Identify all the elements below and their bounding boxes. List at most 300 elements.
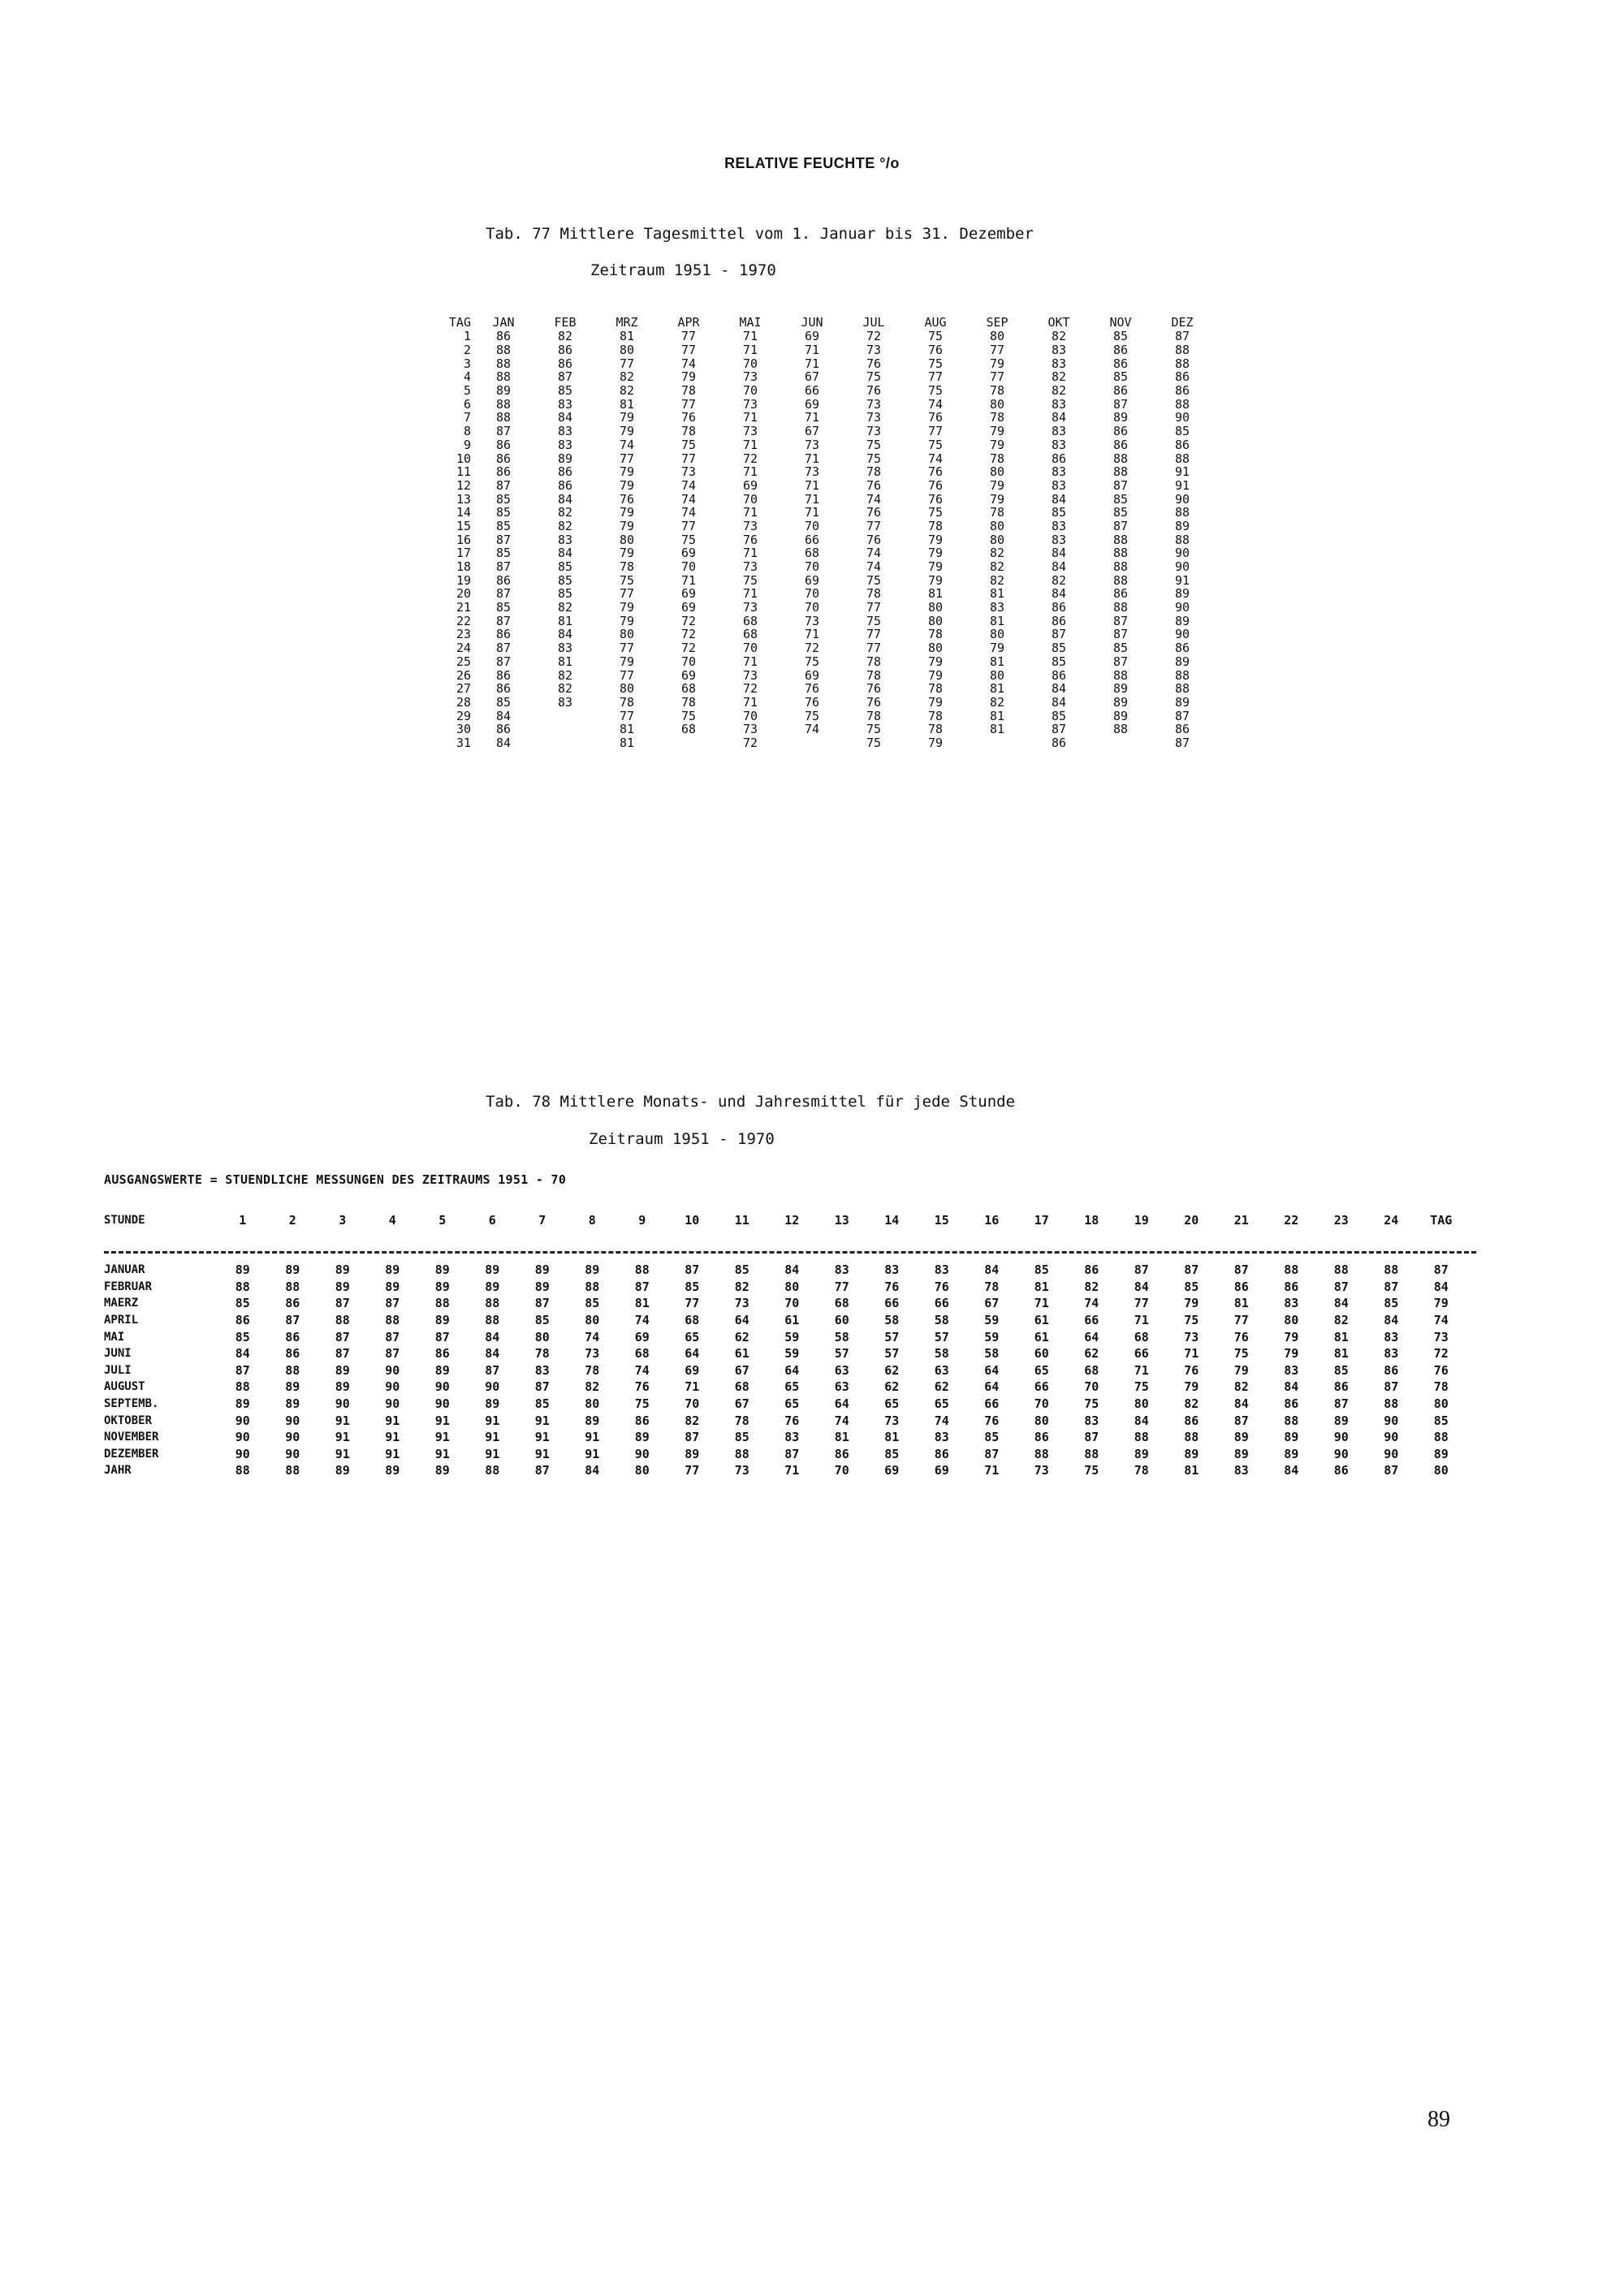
table77-value-cell: 69 bbox=[680, 586, 697, 602]
table77-value-cell: 70 bbox=[742, 356, 758, 371]
table77-value-cell: 80 bbox=[619, 532, 635, 547]
table77-value-cell: 86 bbox=[495, 681, 512, 697]
table77-value-cell: 75 bbox=[866, 369, 882, 385]
table77-header-cell: JUN bbox=[801, 315, 823, 330]
table77-value-cell: 88 bbox=[1174, 396, 1190, 412]
table77-value-cell: 86 bbox=[1112, 383, 1129, 399]
table78-value-cell: 80 bbox=[1284, 1313, 1299, 1328]
table-row bbox=[422, 546, 1213, 560]
table78-header-cell: 20 bbox=[1184, 1213, 1199, 1228]
table77-value-cell: 80 bbox=[619, 343, 635, 358]
table77-value-cell: 86 bbox=[1112, 343, 1129, 358]
table77-value-cell: 89 bbox=[1174, 518, 1190, 533]
table77-value-cell: 71 bbox=[742, 694, 758, 710]
table77-value-cell: 75 bbox=[927, 329, 944, 344]
table78-value-cell: 81 bbox=[1184, 1463, 1199, 1478]
table77-value-cell: 72 bbox=[680, 613, 697, 628]
table77-value-cell: 73 bbox=[742, 667, 758, 683]
table78-value-cell: 84 bbox=[1233, 1396, 1249, 1412]
table-row bbox=[422, 506, 1213, 520]
table77-value-cell: 89 bbox=[1112, 681, 1129, 697]
table78-value-cell: 84 bbox=[585, 1463, 600, 1478]
table78-value-cell: 77 bbox=[1233, 1313, 1249, 1328]
table77-value-cell: 83 bbox=[1051, 532, 1067, 547]
table78-value-cell: 57 bbox=[834, 1346, 849, 1362]
table78-value-cell: 80 bbox=[585, 1396, 600, 1412]
table77-value-cell: 84 bbox=[1051, 694, 1067, 710]
table78-value-cell: 88 bbox=[285, 1362, 300, 1378]
table77-value-cell: 82 bbox=[989, 572, 1005, 588]
table77-value-cell bbox=[781, 736, 843, 750]
table78-value-cell: 78 bbox=[984, 1279, 1000, 1294]
table78-value-cell: 87 bbox=[335, 1329, 350, 1344]
table78-value-cell: 88 bbox=[235, 1279, 250, 1294]
table78-value-cell: 73 bbox=[1034, 1463, 1049, 1478]
table78-value-cell: 77 bbox=[834, 1279, 849, 1294]
table78-value-cell: 89 bbox=[534, 1262, 550, 1278]
table78-value-cell: 70 bbox=[834, 1463, 849, 1478]
table78-value-cell: 79 bbox=[1184, 1296, 1199, 1311]
table77-value-cell: 68 bbox=[680, 681, 697, 697]
table77-value-cell: 80 bbox=[989, 532, 1005, 547]
table78-value-cell: 88 bbox=[1384, 1396, 1399, 1412]
table77-value-cell: 72 bbox=[742, 451, 758, 466]
table77-value-cell: 75 bbox=[680, 708, 697, 723]
table78-value-cell: 68 bbox=[1084, 1362, 1099, 1378]
table77-value-cell: 68 bbox=[680, 722, 697, 737]
table78-period: Zeitraum 1951 - 1970 bbox=[589, 1130, 775, 1148]
table77-value-cell: 85 bbox=[495, 694, 512, 710]
table78-month-cell: FEBRUAR bbox=[104, 1280, 153, 1293]
table77-value-cell: 86 bbox=[495, 329, 512, 344]
table77-value-cell: 90 bbox=[1174, 546, 1190, 561]
table77-value-cell: 73 bbox=[866, 343, 882, 358]
table78-value-cell: 82 bbox=[1084, 1279, 1099, 1294]
table77-value-cell: 89 bbox=[1174, 654, 1190, 669]
table77-value-cell: 85 bbox=[1174, 424, 1190, 439]
table78-value-cell: 91 bbox=[434, 1413, 450, 1428]
table77-value-cell: 73 bbox=[866, 410, 882, 425]
table78-value-cell: 85 bbox=[685, 1279, 700, 1294]
table77-header-cell: OKT bbox=[1047, 315, 1070, 330]
table-row bbox=[422, 709, 1213, 723]
table78-value-cell: 89 bbox=[485, 1279, 500, 1294]
table78-value-cell: 88 bbox=[734, 1446, 749, 1461]
table77-value-cell: 88 bbox=[1112, 600, 1129, 615]
table78-value-cell: 82 bbox=[1333, 1313, 1349, 1328]
table77-header-cell: SEP bbox=[986, 315, 1009, 330]
table77-value-cell: 79 bbox=[989, 477, 1005, 493]
table77-value-cell: 79 bbox=[619, 654, 635, 669]
table78-value-cell: 80 bbox=[585, 1313, 600, 1328]
table78-value-cell: 88 bbox=[1433, 1430, 1449, 1445]
table77-value-cell: 86 bbox=[1112, 586, 1129, 602]
table77-value-cell: 79 bbox=[927, 694, 944, 710]
table78-value-cell: 85 bbox=[984, 1430, 1000, 1445]
table78-value-cell: 87 bbox=[634, 1279, 650, 1294]
table78-value-cell: 90 bbox=[485, 1379, 500, 1395]
table77-value-cell: 77 bbox=[866, 600, 882, 615]
table78-value-cell: 86 bbox=[1184, 1413, 1199, 1428]
table77-value-cell: 86 bbox=[1112, 424, 1129, 439]
table78-value-cell: 88 bbox=[1284, 1262, 1299, 1278]
table77-day-cell: 19 bbox=[456, 572, 471, 588]
table78-value-cell: 64 bbox=[984, 1379, 1000, 1395]
table78-value-cell: 91 bbox=[534, 1446, 550, 1461]
table77-value-cell: 71 bbox=[742, 505, 758, 520]
table78-value-cell: 84 bbox=[485, 1346, 500, 1362]
table78-value-cell: 90 bbox=[1333, 1430, 1349, 1445]
table78-value-cell: 61 bbox=[784, 1313, 800, 1328]
table77-value-cell: 88 bbox=[1174, 505, 1190, 520]
table77-value-cell: 81 bbox=[989, 708, 1005, 723]
table78-value-cell: 64 bbox=[984, 1362, 1000, 1378]
table77-day-cell: 29 bbox=[456, 708, 471, 723]
table77-value-cell: 81 bbox=[619, 329, 635, 344]
table78-value-cell: 88 bbox=[585, 1279, 600, 1294]
table-row bbox=[422, 520, 1213, 533]
table-row bbox=[104, 1262, 1466, 1279]
table78-value-cell: 89 bbox=[585, 1262, 600, 1278]
table78-value-cell: 89 bbox=[1134, 1446, 1149, 1461]
table77-day-cell: 22 bbox=[456, 613, 471, 628]
table78-spacer-cell bbox=[104, 1234, 1466, 1262]
table78-value-cell: 83 bbox=[1284, 1296, 1299, 1311]
table78-value-cell: 89 bbox=[235, 1262, 250, 1278]
table78-value-cell: 91 bbox=[585, 1430, 600, 1445]
table77-day-cell: 8 bbox=[463, 424, 471, 439]
table77-header-cell: AUG bbox=[924, 315, 947, 330]
table77-value-cell: 77 bbox=[619, 356, 635, 371]
table78-value-cell: 59 bbox=[784, 1329, 800, 1344]
table78-value-cell: 90 bbox=[285, 1446, 300, 1461]
table78-value-cell: 64 bbox=[685, 1346, 700, 1362]
table77-value-cell: 86 bbox=[495, 667, 512, 683]
table77-value-cell: 75 bbox=[866, 735, 882, 750]
table77-value-cell: 79 bbox=[927, 735, 944, 750]
table78-value-cell: 78 bbox=[1134, 1463, 1149, 1478]
table78-value-cell: 87 bbox=[1333, 1396, 1349, 1412]
table77-value-cell: 78 bbox=[866, 586, 882, 602]
table77-value-cell: 80 bbox=[989, 464, 1005, 480]
table-row bbox=[422, 465, 1213, 479]
table78-header-cell: 19 bbox=[1134, 1213, 1149, 1228]
table78-month-cell: JAHR bbox=[104, 1464, 132, 1478]
table78-value-cell: 69 bbox=[634, 1329, 650, 1344]
table78-value-cell: 88 bbox=[285, 1463, 300, 1478]
table77-value-cell: 76 bbox=[927, 343, 944, 358]
table78-value-cell: 90 bbox=[634, 1446, 650, 1461]
table77-value-cell: 79 bbox=[989, 641, 1005, 656]
table78-value-cell: 69 bbox=[884, 1463, 900, 1478]
table77-header-cell: DEZ bbox=[1171, 315, 1194, 330]
table-row bbox=[104, 1446, 1466, 1463]
table78-value-cell: 85 bbox=[734, 1262, 749, 1278]
table78-value-cell: 91 bbox=[534, 1430, 550, 1445]
table77-value-cell: 75 bbox=[866, 451, 882, 466]
table77-value-cell: 79 bbox=[989, 356, 1005, 371]
table77-value-cell: 88 bbox=[1112, 667, 1129, 683]
table77-value-cell: 86 bbox=[495, 451, 512, 466]
table77-value-cell: 75 bbox=[619, 572, 635, 588]
table78-value-cell: 65 bbox=[685, 1329, 700, 1344]
table78-value-cell: 58 bbox=[934, 1346, 949, 1362]
table-row bbox=[422, 560, 1213, 574]
table78-value-cell: 65 bbox=[934, 1396, 949, 1412]
table78-value-cell: 84 bbox=[984, 1262, 1000, 1278]
table78-value-cell: 60 bbox=[1034, 1346, 1049, 1362]
table77-value-cell: 85 bbox=[1112, 505, 1129, 520]
table78-value-cell: 88 bbox=[1034, 1446, 1049, 1461]
table77-value-cell: 84 bbox=[557, 410, 573, 425]
table78-value-cell: 81 bbox=[1333, 1329, 1349, 1344]
table77-value-cell: 77 bbox=[989, 343, 1005, 358]
table78-value-cell: 89 bbox=[634, 1430, 650, 1445]
table78-value-cell: 83 bbox=[534, 1362, 550, 1378]
table78-value-cell: 89 bbox=[1184, 1446, 1199, 1461]
table78-value-cell: 65 bbox=[884, 1396, 900, 1412]
table78-value-cell: 70 bbox=[784, 1296, 800, 1311]
table78-header-cell: 16 bbox=[984, 1213, 1000, 1228]
table77-value-cell: 74 bbox=[866, 546, 882, 561]
table77-value-cell: 83 bbox=[1051, 343, 1067, 358]
table78-value-cell: 91 bbox=[585, 1446, 600, 1461]
table78-value-cell: 90 bbox=[285, 1430, 300, 1445]
table78-value-cell: 89 bbox=[285, 1262, 300, 1278]
table77-value-cell: 85 bbox=[1112, 329, 1129, 344]
table78-value-cell: 81 bbox=[884, 1430, 900, 1445]
table77-value-cell: 73 bbox=[742, 396, 758, 412]
table78-value-cell: 76 bbox=[1233, 1329, 1249, 1344]
table78-value-cell: 88 bbox=[385, 1313, 400, 1328]
table78-month-cell: SEPTEMB. bbox=[104, 1397, 159, 1411]
table77-value-cell: 85 bbox=[557, 572, 573, 588]
table78-value-cell: 87 bbox=[534, 1379, 550, 1395]
table77-period: Zeitraum 1951 - 1970 bbox=[590, 261, 776, 279]
table77-value-cell: 83 bbox=[1051, 477, 1067, 493]
table77-value-cell: 75 bbox=[804, 708, 820, 723]
table78-value-cell: 91 bbox=[534, 1413, 550, 1428]
table77-value-cell: 80 bbox=[927, 641, 944, 656]
table78-value-cell: 60 bbox=[834, 1313, 849, 1328]
table77-value-cell: 86 bbox=[557, 343, 573, 358]
table77-header-cell: JUL bbox=[862, 315, 885, 330]
table78-value-cell: 64 bbox=[1084, 1329, 1099, 1344]
table77-value-cell: 88 bbox=[495, 396, 512, 412]
table77-value-cell: 87 bbox=[495, 532, 512, 547]
table77-value-cell bbox=[534, 723, 596, 736]
table78-month-cell: JUNI bbox=[104, 1347, 132, 1361]
table77-value-cell: 70 bbox=[804, 586, 820, 602]
table77-value-cell: 71 bbox=[804, 491, 820, 507]
table78-value-cell: 85 bbox=[1384, 1296, 1399, 1311]
table78-value-cell: 91 bbox=[485, 1413, 500, 1428]
table77-value-cell: 78 bbox=[680, 383, 697, 399]
table77-value-cell: 88 bbox=[1112, 451, 1129, 466]
table77-value-cell: 71 bbox=[804, 343, 820, 358]
table78-value-cell: 87 bbox=[285, 1313, 300, 1328]
table78-value-cell: 82 bbox=[585, 1379, 600, 1395]
table77-value-cell: 83 bbox=[557, 396, 573, 412]
table77-value-cell bbox=[534, 709, 596, 723]
table78-value-cell: 82 bbox=[685, 1413, 700, 1428]
table78-value-cell: 66 bbox=[984, 1396, 1000, 1412]
table78-header-cell: 7 bbox=[538, 1213, 546, 1228]
table77-value-cell: 73 bbox=[804, 464, 820, 480]
table77-value-cell: 76 bbox=[927, 410, 944, 425]
table78-value-cell: 62 bbox=[884, 1362, 900, 1378]
table77-value-cell: 77 bbox=[619, 451, 635, 466]
table78-value-cell: 85 bbox=[585, 1296, 600, 1311]
table77-value-cell: 86 bbox=[1051, 613, 1067, 628]
table-row bbox=[422, 655, 1213, 669]
table78-value-cell: 89 bbox=[1233, 1430, 1249, 1445]
table78-value-cell: 76 bbox=[1433, 1362, 1449, 1378]
table77-value-cell: 79 bbox=[619, 477, 635, 493]
table77-header-cell: APR bbox=[677, 315, 700, 330]
table77-value-cell bbox=[534, 736, 596, 750]
table78-value-cell: 91 bbox=[385, 1430, 400, 1445]
table78-value-cell: 86 bbox=[1034, 1430, 1049, 1445]
table77-value-cell bbox=[966, 736, 1028, 750]
table78-value-cell: 87 bbox=[1384, 1379, 1399, 1395]
table77-value-cell: 81 bbox=[989, 722, 1005, 737]
table78-value-cell: 71 bbox=[1034, 1296, 1049, 1311]
table77-day-cell: 12 bbox=[456, 477, 471, 493]
table77-value-cell: 88 bbox=[1174, 343, 1190, 358]
table77-value-cell: 78 bbox=[866, 464, 882, 480]
table78-value-cell: 87 bbox=[1333, 1279, 1349, 1294]
table77-value-cell: 72 bbox=[866, 329, 882, 344]
table78-value-cell: 89 bbox=[335, 1362, 350, 1378]
table77-value-cell: 78 bbox=[989, 383, 1005, 399]
table77-value-cell: 69 bbox=[804, 329, 820, 344]
table77-value-cell: 86 bbox=[1051, 451, 1067, 466]
table77-value-cell: 71 bbox=[680, 572, 697, 588]
table77-value-cell: 85 bbox=[1051, 641, 1067, 656]
table77-value-cell: 76 bbox=[742, 532, 758, 547]
table78-value-cell: 85 bbox=[1184, 1279, 1199, 1294]
table-row bbox=[422, 682, 1213, 696]
table77-value-cell: 86 bbox=[557, 477, 573, 493]
table77-value-cell: 82 bbox=[557, 505, 573, 520]
table78-value-cell: 89 bbox=[285, 1396, 300, 1412]
table78-value-cell: 76 bbox=[934, 1279, 949, 1294]
table78-value-cell: 84 bbox=[1284, 1379, 1299, 1395]
table78-header-cell: 15 bbox=[934, 1213, 949, 1228]
table78-value-cell: 80 bbox=[534, 1329, 550, 1344]
table78-value-cell: 80 bbox=[1134, 1396, 1149, 1412]
table78-value-cell: 61 bbox=[734, 1346, 749, 1362]
table77-header-cell: JAN bbox=[492, 315, 515, 330]
table-row bbox=[422, 451, 1213, 465]
table78-value-cell: 86 bbox=[1284, 1396, 1299, 1412]
table77-value-cell: 73 bbox=[866, 396, 882, 412]
table77-value-cell: 85 bbox=[1112, 491, 1129, 507]
table78-value-cell: 90 bbox=[385, 1396, 400, 1412]
table78-value-cell: 87 bbox=[1233, 1413, 1249, 1428]
table78-value-cell: 91 bbox=[335, 1413, 350, 1428]
table77-value-cell: 74 bbox=[680, 477, 697, 493]
table77-value-cell: 85 bbox=[495, 518, 512, 533]
table78-value-cell: 65 bbox=[784, 1396, 800, 1412]
table77-value-cell: 89 bbox=[1174, 694, 1190, 710]
table78-value-cell: 87 bbox=[434, 1329, 450, 1344]
table77-value-cell: 75 bbox=[680, 532, 697, 547]
table78-value-cell: 89 bbox=[434, 1262, 450, 1278]
table78-value-cell: 80 bbox=[1433, 1463, 1449, 1478]
table77-value-cell: 89 bbox=[1112, 708, 1129, 723]
table77-value-cell: 87 bbox=[1112, 518, 1129, 533]
table-row bbox=[422, 397, 1213, 411]
table77-day-cell: 3 bbox=[463, 356, 471, 371]
table-row bbox=[104, 1462, 1466, 1479]
table77-value-cell: 71 bbox=[804, 356, 820, 371]
table77-value-cell: 74 bbox=[619, 437, 635, 452]
table78-value-cell: 68 bbox=[1134, 1329, 1149, 1344]
table78-value-cell: 76 bbox=[634, 1379, 650, 1395]
table78-value-cell: 87 bbox=[784, 1446, 800, 1461]
table77-value-cell: 79 bbox=[989, 491, 1005, 507]
table77-value-cell: 74 bbox=[680, 356, 697, 371]
table77-day-cell: 9 bbox=[463, 437, 471, 452]
table78-value-cell: 87 bbox=[1433, 1262, 1449, 1278]
table78-value-cell: 86 bbox=[1084, 1262, 1099, 1278]
table78-value-cell: 86 bbox=[1333, 1463, 1349, 1478]
table77-day-cell: 4 bbox=[463, 369, 471, 385]
table77-value-cell: 84 bbox=[1051, 559, 1067, 575]
table77-value-cell: 70 bbox=[680, 654, 697, 669]
table-row bbox=[422, 533, 1213, 546]
table77-value-cell: 87 bbox=[1174, 329, 1190, 344]
table78-value-cell: 87 bbox=[485, 1362, 500, 1378]
table77-value-cell: 90 bbox=[1174, 410, 1190, 425]
table78-value-cell: 81 bbox=[834, 1430, 849, 1445]
table78-value-cell: 86 bbox=[434, 1346, 450, 1362]
table-row bbox=[104, 1295, 1466, 1312]
table77-value-cell: 69 bbox=[804, 572, 820, 588]
table77-value-cell: 77 bbox=[866, 641, 882, 656]
table77-value-cell: 84 bbox=[557, 491, 573, 507]
table78-value-cell: 63 bbox=[834, 1379, 849, 1395]
table78-month-cell: APRIL bbox=[104, 1314, 139, 1327]
table77-value-cell: 69 bbox=[680, 546, 697, 561]
table77-value-cell: 79 bbox=[989, 424, 1005, 439]
table78-value-cell: 66 bbox=[1034, 1379, 1049, 1395]
table78-header-cell: 1 bbox=[239, 1213, 247, 1228]
table77-value-cell: 89 bbox=[495, 383, 512, 399]
table77-value-cell: 78 bbox=[619, 559, 635, 575]
table78-value-cell: 86 bbox=[285, 1346, 300, 1362]
table77-value-cell: 79 bbox=[927, 667, 944, 683]
table77-value-cell: 87 bbox=[1112, 613, 1129, 628]
table77-value-cell: 68 bbox=[742, 627, 758, 642]
table-row bbox=[422, 601, 1213, 615]
table77-value-cell: 72 bbox=[804, 641, 820, 656]
table77-value-cell: 70 bbox=[804, 600, 820, 615]
table78-value-cell: 83 bbox=[784, 1430, 800, 1445]
table77-day-cell: 30 bbox=[456, 722, 471, 737]
table77-value-cell: 76 bbox=[804, 681, 820, 697]
table-row bbox=[422, 641, 1213, 655]
table77-value-cell: 83 bbox=[557, 694, 573, 710]
table78-value-cell: 89 bbox=[335, 1279, 350, 1294]
table77-value-cell: 70 bbox=[742, 641, 758, 656]
table77-value-cell: 88 bbox=[495, 343, 512, 358]
table77-value-cell: 79 bbox=[619, 613, 635, 628]
table78-header-cell: TAG bbox=[1430, 1213, 1453, 1228]
table78-value-cell: 71 bbox=[984, 1463, 1000, 1478]
